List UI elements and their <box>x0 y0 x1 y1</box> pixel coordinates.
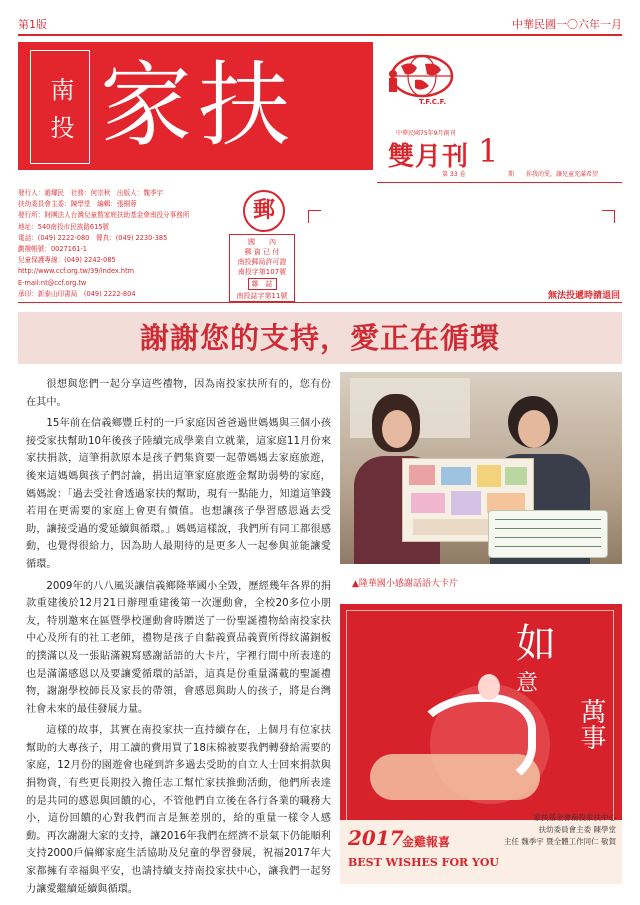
postage-line: 郵 資 已 付 <box>244 248 280 256</box>
new-year-greeting <box>340 604 622 884</box>
slogan: 期 你我的愛，讓兒童充滿希望 <box>508 171 599 178</box>
publisher-line: 劃撥帳號：0027161-1 <box>18 245 87 254</box>
publisher-line: 地址：540南投市民族路615號 <box>18 222 110 231</box>
publisher-line: 發行所：財團法人台灣兒童暨家庭扶助基金會南投分事務所 <box>18 211 190 220</box>
person-right-face <box>518 410 550 448</box>
tfcf-logo <box>385 52 459 110</box>
postage-line: 南投字第107號 <box>237 268 287 276</box>
handwritten-note <box>488 510 608 558</box>
article-paragraph: 15年前在信義鄉豐丘村的一戶家庭因爸爸過世媽媽與三個小孩接受家扶幫助10年後孩子陸續完成學業自立就業，這家庭11月份來家扶捐款，這筆捐款原本是孩子們集資要一起帶媽媽去家庭旅遊，後來這媽媽與孩子們討論，捐出這筆家庭旅遊金幫助弱勢的家庭，媽媽說：「過去受社會透過家扶的幫助，現有一點能力，知道這筆錢若用在更需要的家庭上會更有價值。也想讓孩子學習感恩過去受助，讓接受過的愛延續與循環。」媽媽這樣說，我們所有同工都很感動，也覺得很給力，因為助人最期待的是更多人一起參與並能讓愛循環。 <box>26 418 331 570</box>
publisher-url[interactable]: http://www.ccf.org.tw/39/index.htm <box>18 267 135 276</box>
signature-line: 家扶基金會南投家扶中心 <box>533 813 616 822</box>
masthead-county: 南投 <box>46 77 74 153</box>
publisher-info <box>18 188 223 300</box>
top-divider <box>18 34 622 36</box>
return-notice: 無法投遞時請退回 <box>547 291 620 301</box>
greeting-year: 2017 <box>348 826 404 850</box>
article-paragraph: 很想與您們一起分享這些禮物，因為南投家扶所有的，您有份在其中。 <box>26 379 331 408</box>
address-frame-left <box>308 210 321 223</box>
photo-caption: ▲隆華國小感謝話語大卡片 <box>352 579 458 589</box>
greeting-script: 萬事 <box>576 698 606 750</box>
rooster-comb-icon <box>478 674 500 700</box>
postage-line: 南投郵局許可證 <box>237 258 287 266</box>
header-divider <box>18 302 622 303</box>
masthead-divider <box>377 182 622 183</box>
article-paragraph: 2009年的八八風災讓信義鄉隆華國小全毀，歷經幾年各界的捐款重建後於12月21日辦理重建後第一次運動會，全校20多位小朋友，特別邀來在區暨學校運動會時贈送了一份聖誕禮物給南投家扶中心及所有的社工老師，禮物是孩子自黏義賣品義賣所得紋滿銅板的撲滿以及一張貼滿親寫感謝話語的大卡片，字裡行間中所表達的也是滿滿感恩以及要讓愛循環的話語，這真是份重量滿載的聖誕禮物，謝謝學校師長及家長的帶領，會感恩與助人的孩子，將是台灣社會未來的最佳發展力量。 <box>26 580 331 715</box>
founded-note: 中華民國75年9月創刊 <box>396 130 456 137</box>
issue-number: 1 <box>478 132 499 170</box>
publisher-email[interactable]: E-mail:nt@ccf.org.tw <box>18 278 87 287</box>
frequency-label: 雙月刊 <box>388 142 470 172</box>
publisher-line: 電話：(049) 2222-080 傳真：(049) 2230-385 <box>18 233 168 242</box>
masthead-title: 家扶 <box>100 52 297 159</box>
masthead-banner <box>18 42 373 170</box>
publisher-line: 承印：新泰山印書局 (049) 2222-804 <box>18 289 136 298</box>
person-left-face <box>382 410 412 448</box>
issue-date: 中華民國一〇六年一月 <box>512 18 622 31</box>
headline-banner <box>18 312 622 364</box>
address-frame-right <box>602 210 615 223</box>
greeting-script: 如 <box>516 621 556 667</box>
greeting-signature <box>498 812 616 848</box>
publisher-line: 兒童保護專線：(049) 2242-085 <box>18 256 116 265</box>
article-paragraph: 這樣的故事，其實在南投家扶一直持續存在，上個月有位家扶幫助的大專孩子，用工讀的費用買了18床棉被要我們轉發給需要的家庭，12月份的園遊會也碰到許多過去受助的自立人士回來捐款與捐物資，有些更長期投入擔任志工幫忙家扶推動活動，他們所表達的是共同的感恩與回饋的心，不管他們自立後在各行各業的職務大小，這份回饋的心對我們而言是無差別的，給的重量一樣令人感動。再次謝謝大家的支持，讓2016年我們在經濟不景氣下仍能順利支持2000戶偏鄉家庭生活協助及兒童的學習發展，祝福2017年大家都擁有幸福與平安，也請持續支持南投家扶中心，讓我們一起努力讓愛繼續延續與循環。 <box>26 725 331 895</box>
postage-permit <box>229 234 295 302</box>
edition-label: 第1版 <box>18 18 47 31</box>
postage-line: 南投誌字第11號 <box>236 292 288 300</box>
logo-text: T.F.C.F. <box>419 98 446 106</box>
greeting-phrase: 金雞報喜 <box>402 835 451 849</box>
issue-volume: 第 33 卷 <box>442 171 466 178</box>
greeting-script: 意 <box>516 671 539 696</box>
signature-line: 扶幼委員會主委 陳學堂 <box>538 825 616 834</box>
article-body <box>26 376 331 902</box>
publisher-line: 扶幼委員會主委：陳學堂 編輯：張桐蓉 <box>18 200 137 209</box>
headline: 謝謝您的支持，愛正在循環 <box>139 321 500 355</box>
postage-tag: 雜 誌 <box>248 278 277 290</box>
greeting-english: BEST WISHES FOR YOU <box>348 856 500 869</box>
publisher-line: 發行人：趙耀民 社務：何宗秋 出版人：魏季宇 <box>18 189 164 197</box>
signature-line: 主任 魏季宇 暨全體工作同仁 敬賀 <box>503 837 616 846</box>
postage-line: 國 內 <box>248 238 276 246</box>
article-photo <box>340 372 622 564</box>
post-icon: 郵 <box>252 198 275 223</box>
masthead-county-box <box>30 50 90 164</box>
